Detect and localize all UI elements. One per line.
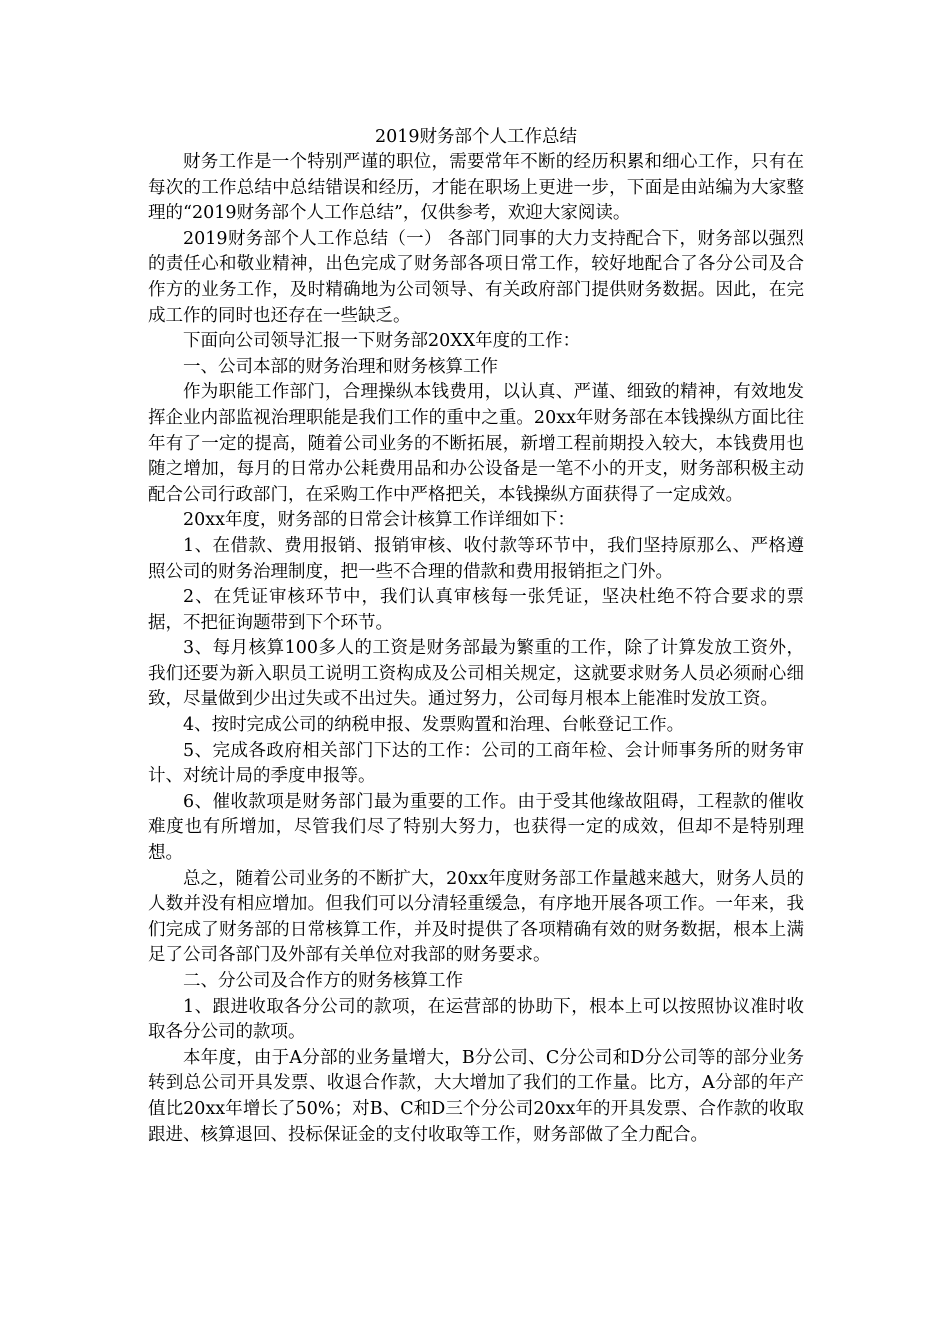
paragraph-section-one-intro: 2019财务部个人工作总结（一） 各部门同事的大力支持配合下，财务部以强烈的责任心和敬业精神，出色完成了财务部各项日常工作，较好地配合了各分公司及合作方的业务工作，及时精确地为公司领导、有关政府部门提供财务数据。因此，在完成工作的同时也还存在一些缺乏。: [148, 228, 804, 326]
document-title: 2019财务部个人工作总结: [374, 127, 578, 147]
paragraph-cost-control: 作为职能工作部门，合理操纵本钱费用，以认真、严谨、细致的精神，有效地发挥企业内部监视治理职能是我们工作的重中之重。20xx年财务部在本钱操纵方面比往年有了一定的提高，随着公司业务的不断拓展，新增工程前期投入较大，本钱费用也随之增加，每月的日常办公耗费用品和办公设备是一笔不小的开支，财务部积极主动配合公司行政部门，在采购工作中严格把关，本钱操纵方面获得了一定成效。: [148, 382, 804, 505]
paragraph-branch-detail: 本年度，由于A分部的业务量增大，B分公司、C分公司和D分公司等的部分业务转到总公司开具发票、收退合作款，大大增加了我们的工作量。比方，A分部的年产值比20xx年增长了50%；对B、C和D三个分公司20xx年的开具发票、合作款的收取跟进、核算退回、投标保证金的支付收取等工作，财务部做了全力配合。: [148, 1047, 804, 1145]
list-item-2: 2、在凭证审核环节中，我们认真审核每一张凭证，坚决杜绝不符合要求的票据，不把征询题带到下个环节。: [148, 587, 804, 633]
heading-part-two: 二、分公司及合作方的财务核算工作: [183, 971, 463, 991]
paragraph-accounting-lead: 20xx年度，财务部的日常会计核算工作详细如下：: [183, 510, 576, 531]
list-item-6: 6、催收款项是财务部门最为重要的工作。由于受其他缘故阻碍，工程款的催收难度也有所增加，尽管我们尽了特别大努力，也获得一定的成效，但却不是特别理想。: [148, 791, 804, 864]
list-item-1: 1、在借款、费用报销、报销审核、收付款等环节中，我们坚持原那么、严格遵照公司的财务治理制度，把一些不合理的借款和费用报销拒之门外。: [148, 535, 804, 582]
paragraph-report-lead: 下面向公司领导汇报一下财务部20XX年度的工作：: [183, 331, 581, 352]
list-item-4: 4、按时完成公司的纳税申报、发票购置和治理、台帐登记工作。: [183, 715, 685, 736]
list-item-branch-1: 1、跟进收取各分公司的款项，在运营部的协助下，根本上可以按照协议准时收取各分公司的款项。: [148, 996, 804, 1043]
list-item-5: 5、完成各政府相关部门下达的工作：公司的工商年检、会计师事务所的财务审计、对统计局的季度申报等。: [148, 740, 804, 787]
document-page: [148, 124, 804, 1148]
heading-part-one: 一、公司本部的财务治理和财务核算工作: [183, 356, 498, 377]
list-item-3: 3、每月核算100多人的工资是财务部最为繁重的工作，除了计算发放工资外，我们还要为新入职员工说明工资构成及公司相关规定，这就要求财务人员必须耐心细致，尽量做到少出过失或不出过失。通过努力，公司每月根本上能准时发放工资。: [148, 638, 804, 710]
paragraph-summary: 总之，随着公司业务的不断扩大，20xx年度财务部工作量越来越大，财务人员的人数并没有相应增加。但我们可以分清轻重缓急，有序地开展各项工作。一年来，我们完成了财务部的日常核算工作，并及时提供了各项精确有效的财务数据，根本上满足了公司各部门及外部有关单位对我部的财务要求。: [148, 868, 804, 966]
paragraph-intro: 财务工作是一个特别严谨的职位，需要常年不断的经历积累和细心工作，只有在每次的工作总结中总结错误和经历，才能在职场上更进一步，下面是由站编为大家整理的“2019财务部个人工作总结”，仅供参考，欢迎大家阅读。: [148, 152, 804, 224]
